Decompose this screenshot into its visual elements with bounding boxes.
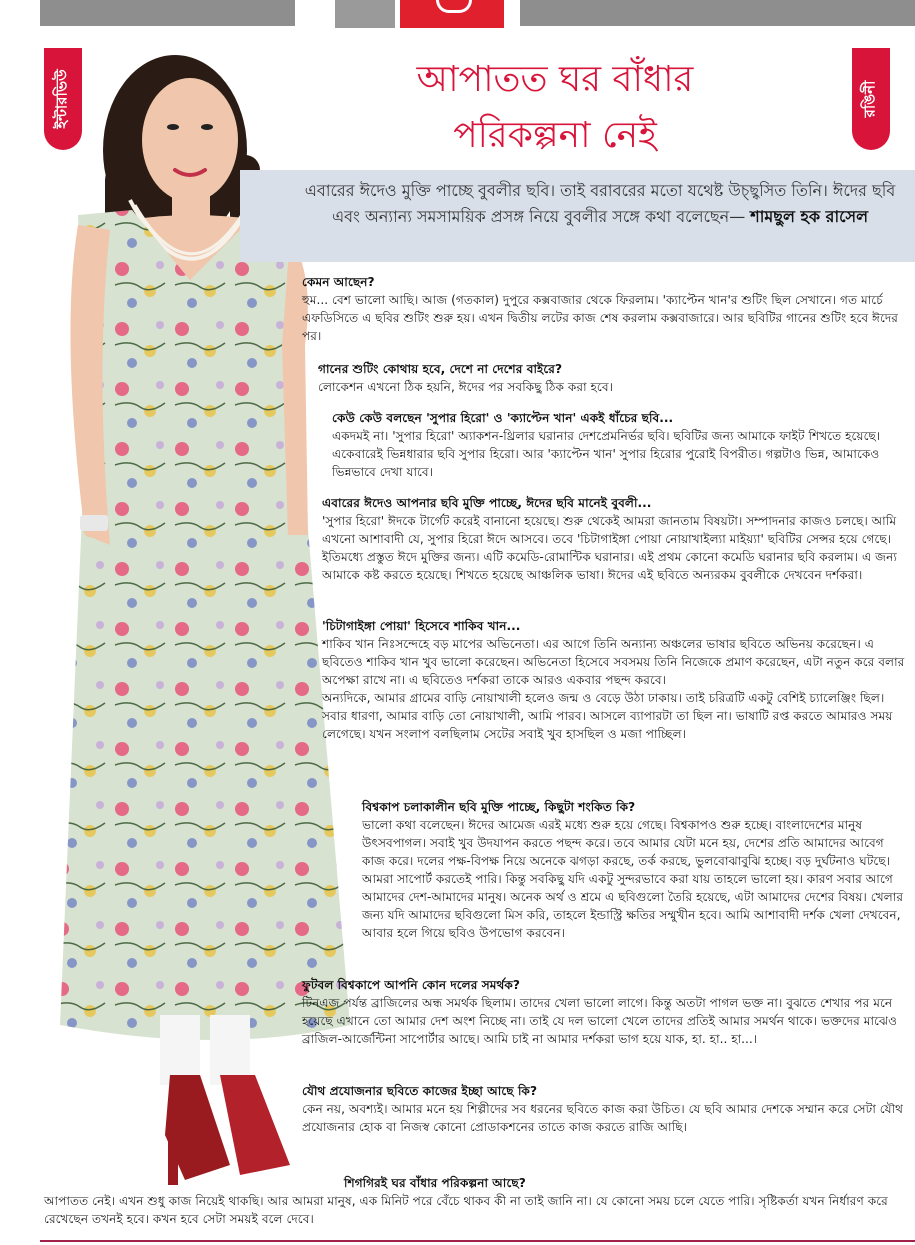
section-tag	[852, 48, 890, 150]
intro-body: এবারের ঈদেও মুক্তি পাচ্ছে বুবলীর ছবি। তাই বরাবরের মতো যথেষ্ট উচ্ছ্বসিত তিনি। ঈদের ছবি এবং অন্যান্য সমসাময়িক প্রসঙ্গ নিয়ে বুবলীর সঙ্গে কথা বলেছেন—	[304, 181, 896, 226]
top-gray-bar-right	[520, 0, 915, 26]
qa-block-1	[302, 273, 907, 345]
question: গানের শুটিং কোথায় হবে, দেশে না দেশের বাইরে?	[318, 362, 563, 376]
qa-block-2	[318, 360, 908, 396]
interview-tag	[44, 48, 82, 150]
headline-line-2: পরিকল্পনা নেই	[453, 115, 657, 156]
question: বিশ্বকাপ চলাকালীন ছবি মুক্তি পাচ্ছে, কিছুটা শংকিত কি?	[362, 800, 636, 814]
answer: টিনএজ পর্যন্ত ব্রাজিলের অন্ধ সমর্থক ছিলাম। তাদের খেলা ভালো লাগে। কিন্তু অতটা পাগল ভক্ত না। বুঝতে শেখার পর মনে হয়েছে এখানে তো আমার দেশ অংশ নিচ্ছে না। তাই যে দল ভালো খেলে তাদের প্রতিই আমার সমর্থন থাকে। ভক্তদের মাঝেও ব্রাজিল-আর্জেন্টিনা সাপোর্টার আছে। আমি চাই না আমার দর্শকরা ভাগ হয়ে যাক, হা. হা.. হা...।	[302, 996, 898, 1046]
qa-block-7	[302, 976, 907, 1048]
answer: হুম... বেশ ভালো আছি। আজ (গতকাল) দুপুরে কক্সবাজার থেকে ফিরলাম। 'ক্যাপ্টেন খান'র শুটিং ছিল সেখানে। গত মার্চে এফডিসিতে এ ছবির শুটিং শুরু হয়। এখন দ্বিতীয় লটের কাজ শেষ করলাম কক্সবাজারে। আর ছবিটির গানের শুটিং হবে ঈদের পর।	[302, 293, 898, 343]
answer: শাকিব খান নিঃসন্দেহে বড় মাপের অভিনেতা। এর আগে তিনি অন্যান্য অঞ্চলের ভাষার ছবিতে অভিনয় করেছেন। এ ছবিতেও শাকিব খান খুব ভালো করেছেন। অভিনেতা হিসেবে সবসময় তিনি নিজেকে প্রমাণ করেছেন, এটা নতুন করে বলার অপেক্ষা রাখে না। এ ছবিতেও দর্শকরা তাকে আরও একবার পছন্দ করবে।	[322, 637, 905, 687]
question: কেউ কেউ বলছেন 'সুপার হিরো' ও 'ক্যাপ্টেন খান' একই ধাঁচের ছবি...	[332, 411, 674, 425]
bottom-rule	[40, 1240, 915, 1242]
qa-block-8	[302, 1082, 907, 1136]
headline-line-1: আপাতত ঘর বাঁধার	[416, 59, 694, 100]
question: শিগগিরই ঘর বাঁধার পরিকল্পনা আছে?	[344, 1176, 526, 1190]
answer-continued: অন্যদিকে, আমার গ্রামের বাড়ি নোয়াখালী হলেও জন্ম ও বেড়ে উঠা ঢাকায়। তাই চরিত্রটি একটু বেশিই চ্যালেঞ্জিং ছিল। সবার ধারণা, আমার বাড়ি তো নোয়াখালী, আমি পারব। আসলে ব্যাপারটা তা ছিল না। ভাষাটি রপ্ত করতে আমারও সময় লেগেছে। যখন সংলাপ বলছিলাম সেটের সবাই খুব হাসছিল ও মজা পাচ্ছিল।	[322, 691, 893, 741]
question: এবারের ঈদেও আপনার ছবি মুক্তি পাচ্ছে, ঈদের ছবি মানেই বুবলী...	[322, 496, 652, 510]
answer: 'সুপার হিরো' ঈদকে টার্গেট করেই বানানো হয়েছে। শুরু থেকেই আমরা জানতাম বিষয়টা। সম্পাদনার কাজও চলছে। আমি এখনো আশাবাদী যে, সুপার হিরো ঈদে আসবে। তবে 'চিটাগাইঙ্গা পোয়া নোয়াখাইল্যা মাইয়্যা' ছবিটির সেন্সর হয়ে গেছে। ইতিমধ্যে প্রস্তুত ঈদে মুক্তির জন্য। এটি কমেডি-রোমান্টিক ঘরানার। এই প্রথম কোনো কমেডি ঘরানার ছবি করলাম। এ জন্য আমাকে কষ্ট করতে হয়েছে। শিখতে হয়েছে আঞ্চলিক ভাষা। ঈদের এই ছবিতে অন্যরকম বুবলীকে দেখবেন দর্শকরা।	[322, 514, 897, 582]
section-tag-label: রঙিনী	[860, 80, 879, 118]
question: কেমন আছেন?	[302, 275, 375, 289]
question: 'চিটাগাইঙ্গা পোয়া' হিসেবে শাকিব খান...	[322, 619, 521, 633]
answer: একদমই না। 'সুপার হিরো' অ্যাকশন-থ্রিলার ঘরানার দেশপ্রেমনির্ভর ছবি। ছবিটির জন্য আমাকে ফাইট শিখতে হয়েছে। একেবারেই ভিন্নধারার ছবি সুপার হিরো। আর 'ক্যাপ্টেন খান' সুপার হিরোর পুরোই বিপরীত। গল্পটাও ভিন্ন, আমাকেও ভিন্নভাবে দেখা যাবে।	[332, 429, 881, 479]
qa-block-9	[44, 1174, 907, 1228]
qa-block-6	[362, 798, 907, 942]
header-red-chip	[400, 0, 504, 28]
question: যৌথ প্রযোজনার ছবিতে কাজের ইচ্ছা আছে কি?	[302, 1084, 538, 1098]
qa-block-5	[322, 617, 907, 743]
headline	[320, 52, 790, 164]
answer: লোকেশন এখনো ঠিক হয়নি, ঈদের পর সবকিছু ঠিক করা হবে।	[318, 380, 613, 394]
answer: ভালো কথা বলেছেন। ঈদের আমেজ এরই মধ্যে শুরু হয়ে গেছে। বিশ্বকাপও শুরু হচ্ছে। বাংলাদেশের মানুষ উৎসবপাগল। সবাই খুব উদযাপন করতে পছন্দ করে। তবে আমার যেটা মনে হয়, দেশের প্রতি আমাদের আবেগ কাজ করে। দলের পক্ষ-বিপক্ষ নিয়ে অনেকে ঝগড়া করছে, তর্ক করছে, ভুলবোঝাবুঝি হচ্ছে। বড় দুর্ঘটনাও ঘটছে। আমরা সাপোর্ট করতেই পারি। কিন্তু সবকিছু যদি একটু সুন্দরভাবে করা যায় তাহলে ভালো হয়। কারণ সবার আগে আমাদের দেশ-আমাদের মানুষ। অনেক অর্থ ও শ্রমে এ ছবিগুলো তৈরি হয়েছে, এটা আমাদের দেশের বিষয়। খেলার জন্য যদি আমাদের ছবিগুলো মিস করি, তাহলে ইন্ডাস্ট্রি ক্ষতির সম্মুখীন হবে। আমি আশাবাদী দর্শক খেলা দেখবেন, আবার হলে গিয়ে ছবিও উপভোগ করবেন।	[362, 818, 904, 940]
answer: আপাতত নেই। এখন শুধু কাজ নিয়েই থাকছি। আর আমরা মানুষ, এক মিনিট পরে বেঁচে থাকব কী না তাই জানি না। যে কোনো সময় চলে যেতে পারি। সৃষ্টিকর্তা যখন নির্ধারণ করে রেখেছেন তখনই হবে। কখন হবে সেটা সময়ই বলে দেবে।	[44, 1194, 888, 1226]
intro-text	[300, 178, 900, 230]
answer: কেন নয়, অবশ্যই। আমার মনে হয় শিল্পীদের সব ধরনের ছবিতে কাজ করা উচিত। যে ছবি আমার দেশকে সম্মান করে সেটা যৌথ প্রযোজনার হোক বা নিজস্ব কোনো প্রোডাকশনের তাতে কাজ করতে রাজি আছি।	[302, 1102, 904, 1134]
qa-block-4	[322, 494, 907, 584]
question: ফুটবল বিশ্বকাপে আপনি কোন দলের সমর্থক?	[302, 978, 521, 992]
intro-author: শামছুল হক রাসেল	[750, 207, 869, 226]
interview-tag-label: ইন্টারভিউ	[52, 69, 71, 129]
qa-block-3	[332, 409, 907, 481]
